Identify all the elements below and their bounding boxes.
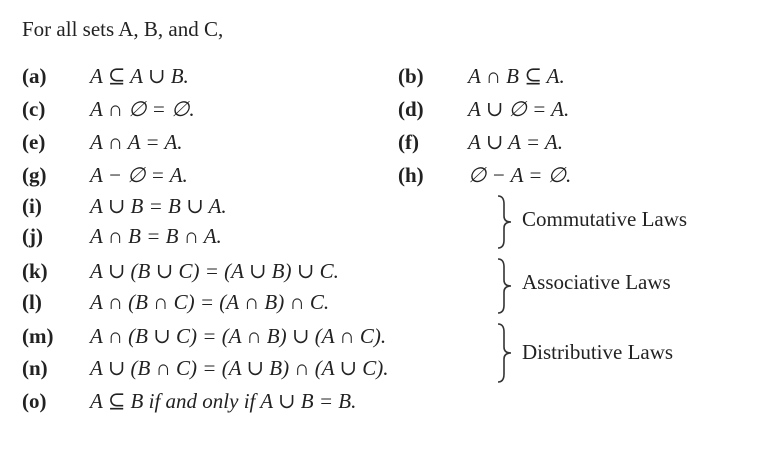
law-row xyxy=(0,221,480,251)
distributive-brace xyxy=(494,322,518,384)
law-expression: A ⊆ B if and only if A ∪ B = B. xyxy=(90,389,357,413)
item-label: (e) xyxy=(22,130,46,154)
commutative-laws-label: Commutative Laws xyxy=(522,207,688,231)
item-label: (b) xyxy=(398,64,424,88)
law-expression: A ∪ (B ∩ C) = (A ∪ B) ∩ (A ∪ C). xyxy=(90,356,389,380)
item-label: (i) xyxy=(22,194,42,218)
item-label: (m) xyxy=(22,324,54,348)
associative-brace xyxy=(494,257,518,315)
intro-text: For all sets A, B, and C, xyxy=(22,17,224,41)
identity-expression: A ∩ ∅ = ∅. xyxy=(90,97,195,121)
item-label: (h) xyxy=(398,163,424,187)
item-label: (k) xyxy=(22,259,48,283)
identity-expression: A − ∅ = A. xyxy=(90,163,188,187)
item-label: (o) xyxy=(22,389,47,413)
identity-expression: A ∩ B ⊆ A. xyxy=(468,64,565,88)
item-label: (f) xyxy=(398,130,419,154)
distributive-laws-label: Distributive Laws xyxy=(522,340,674,364)
identity-expression: ∅ − A = ∅. xyxy=(468,163,572,187)
law-row xyxy=(0,321,480,351)
identity-expression: A ∪ A = A. xyxy=(468,130,563,154)
identity-expression: A ∪ ∅ = A. xyxy=(468,97,570,121)
identity-expression: A ⊆ A ∪ B. xyxy=(90,64,189,88)
identity-row xyxy=(0,127,772,157)
item-label: (j) xyxy=(22,224,43,248)
item-label: (a) xyxy=(22,64,47,88)
law-expression: A ∪ B = B ∪ A. xyxy=(90,194,227,218)
law-expression: A ∪ (B ∪ C) = (A ∪ B) ∪ C. xyxy=(90,259,339,283)
item-label: (n) xyxy=(22,356,48,380)
law-expression: A ∩ B = B ∩ A. xyxy=(90,224,222,248)
identity-row xyxy=(0,160,772,190)
law-row xyxy=(0,353,480,383)
law-row xyxy=(0,386,480,416)
identity-row xyxy=(0,61,772,91)
identity-row xyxy=(0,94,772,124)
law-expression: A ∩ (B ∪ C) = (A ∩ B) ∪ (A ∩ C). xyxy=(90,324,387,348)
identity-expression: A ∩ A = A. xyxy=(90,130,183,154)
item-label: (d) xyxy=(398,97,424,121)
law-row xyxy=(0,256,480,286)
item-label: (c) xyxy=(22,97,46,121)
law-expression: A ∩ (B ∩ C) = (A ∩ B) ∩ C. xyxy=(90,290,330,314)
law-row xyxy=(0,287,480,317)
associative-laws-label: Associative Laws xyxy=(522,270,671,294)
law-row xyxy=(0,191,480,221)
commutative-brace xyxy=(494,194,518,250)
item-label: (g) xyxy=(22,163,47,187)
item-label: (l) xyxy=(22,290,42,314)
